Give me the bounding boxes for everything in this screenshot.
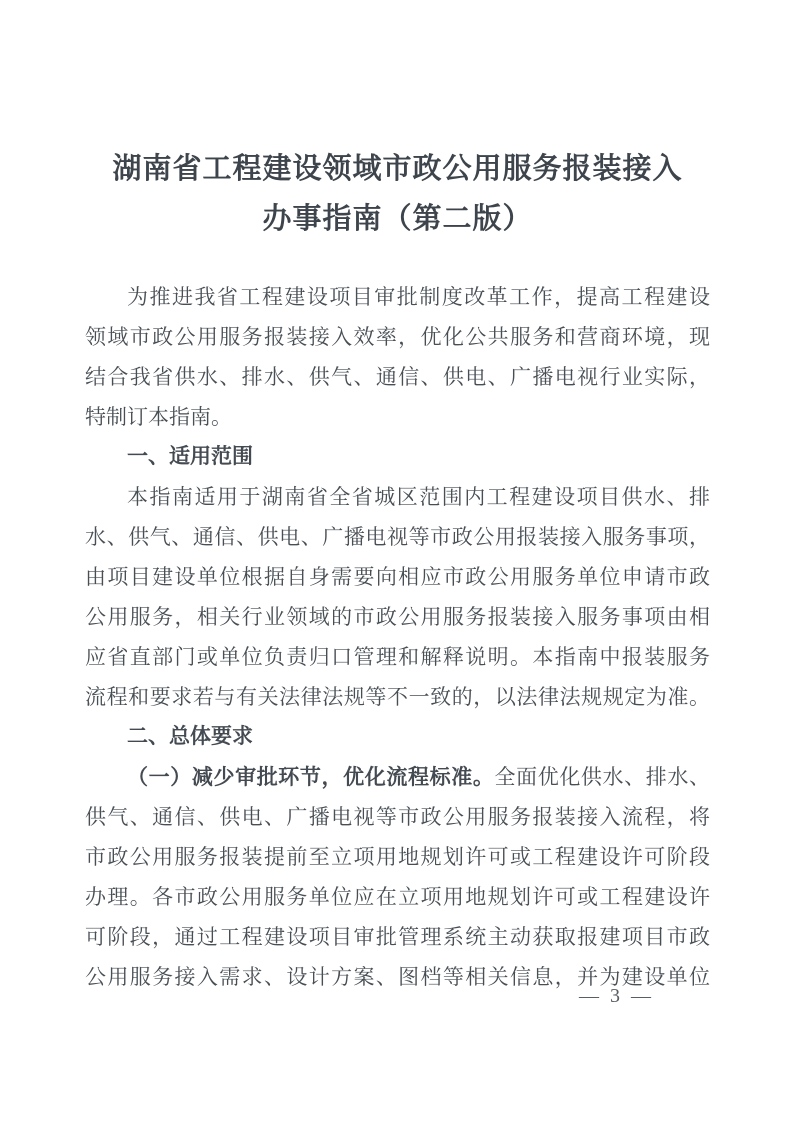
paragraph-line: 为推进我省工程建设项目审批制度改革工作，提高工程建设 xyxy=(127,285,710,309)
paragraph-line: 流程和要求若与有关法律法规等不一致的，以法律法规规定为准。 xyxy=(85,685,710,709)
paragraph-line: 水、供气、通信、供电、广播电视等市政公用报装接入服务事项， xyxy=(85,525,710,549)
paragraph-line: 由项目建设单位根据自身需要向相应市政公用服务单位申请市政 xyxy=(85,565,710,589)
paragraph-line: 办理。各市政公用服务单位应在立项用地规划许可或工程建设许 xyxy=(85,885,710,909)
paragraph-line: 特制订本指南。 xyxy=(85,405,232,429)
paragraph-line: 应省直部门或单位负责归口管理和解释说明。本指南中报装服务 xyxy=(85,645,710,669)
section-heading-1: 一、适用范围 xyxy=(127,445,253,468)
paragraph-line: 供气、通信、供电、广播电视等市政公用服务报装接入流程，将 xyxy=(85,805,710,829)
paragraph-line: 可阶段，通过工程建设项目审批管理系统主动获取报建项目市政 xyxy=(85,925,710,949)
title-line-1: 湖南省工程建设领域市政公用服务报装接入 xyxy=(112,153,683,185)
document-body xyxy=(85,277,710,997)
clause-lead-bold: （一）减少审批环节，优化流程标准。 xyxy=(127,765,495,789)
paragraph-line: 公用服务接入需求、设计方案、图档等相关信息，并为建设单位 xyxy=(85,965,710,989)
title-line-2: 办事指南（第二版） xyxy=(262,203,533,235)
paragraph-line xyxy=(85,757,710,797)
paragraph-line: 领域市政公用服务报装接入效率，优化公共服务和营商环境，现 xyxy=(85,325,710,349)
page-number: — 3 — xyxy=(579,985,654,1007)
paragraph-line: 市政公用服务报装提前至立项用地规划许可或工程建设许可阶段 xyxy=(85,845,710,869)
paragraph-line: 公用服务，相关行业领域的市政公用服务报装接入服务事项由相 xyxy=(85,605,710,629)
document-title xyxy=(85,144,710,244)
paragraph-line: 本指南适用于湖南省全省城区范围内工程建设项目供水、排 xyxy=(127,485,710,509)
paragraph-line: 结合我省供水、排水、供气、通信、供电、广播电视行业实际， xyxy=(85,365,710,389)
section-heading-2: 二、总体要求 xyxy=(127,725,253,748)
clause-lead-rest: 全面优化供水、排水、 xyxy=(494,765,711,789)
